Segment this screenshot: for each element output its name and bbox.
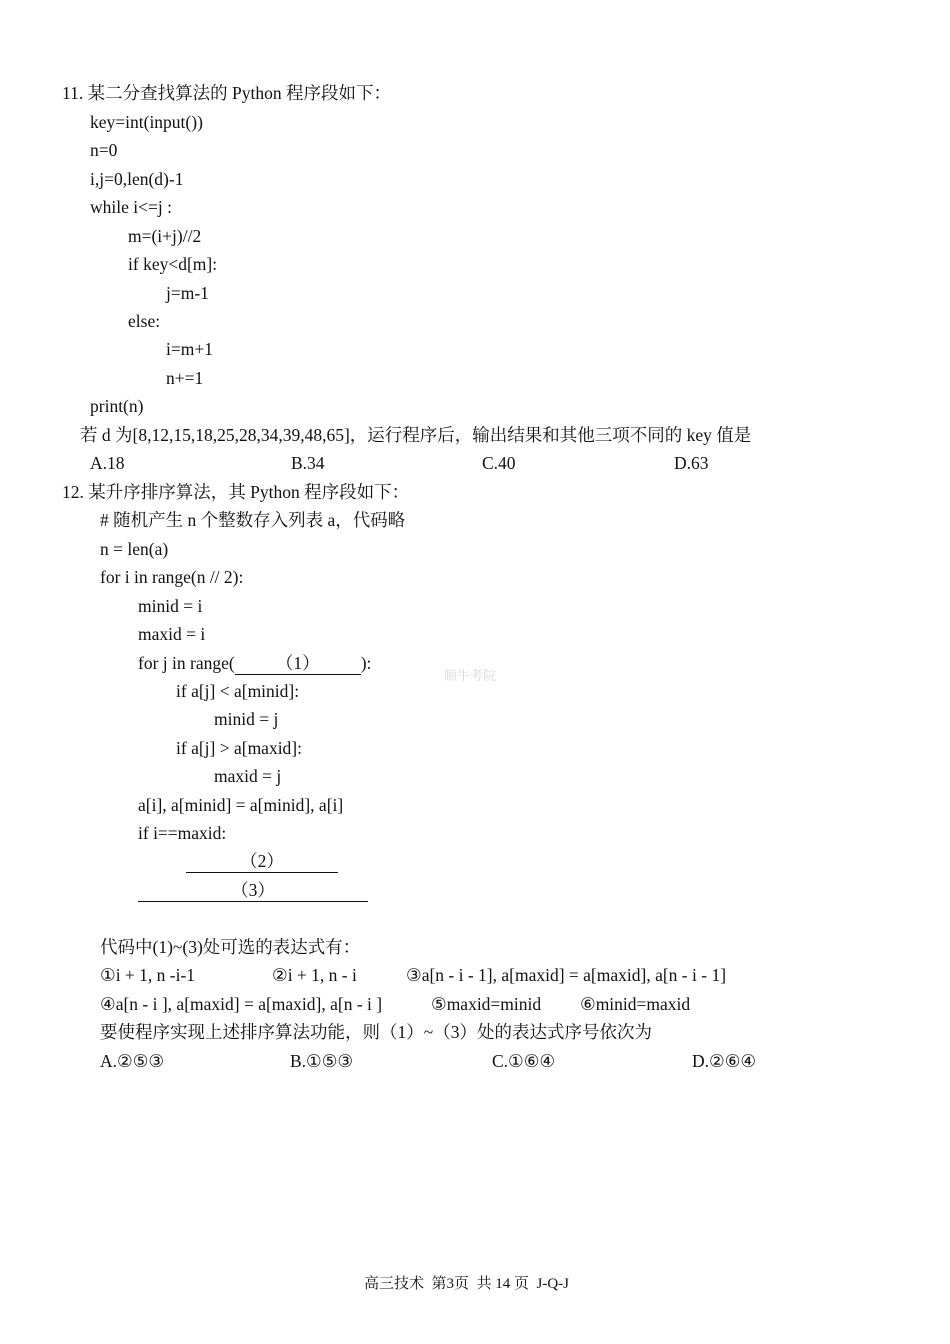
- q12-code-for-i: for i in range(n // 2):: [100, 567, 244, 587]
- for-j-suffix: ):: [360, 653, 372, 673]
- q11-question: 若 d 为[8,12,15,18,25,28,34,39,48,65]，运行程序后，输出结果和其他三项不同的 key 值是: [80, 425, 752, 445]
- q12-question: 要使程序实现上述排序算法功能，则（1）~（3）处的表达式序号依次为: [100, 1022, 652, 1042]
- q11-option-d: D.63: [674, 453, 709, 473]
- q12-code-minid-init: minid = i: [138, 596, 203, 616]
- q12-code-for-j: [138, 652, 371, 675]
- q12-title: 12. 某升序排序算法，其 Python 程序段如下：: [62, 482, 410, 502]
- q11-code-line-3: i,j=0,len(d)-1: [90, 169, 184, 189]
- q12-code-maxid-init: maxid = i: [138, 624, 206, 644]
- q12-option-c: C.①⑥④: [492, 1051, 556, 1071]
- q11-code-line-4: while i<=j :: [90, 197, 172, 217]
- q11-code-line-6: if key<d[m]:: [128, 254, 218, 274]
- q11-code-line-8: else:: [128, 311, 161, 331]
- q12-choice-6: ⑥minid=maxid: [580, 994, 691, 1014]
- q11-code-line-9: i=m+1: [166, 339, 213, 359]
- q12-choice-4: ④a[n - i ], a[maxid] = a[maxid], a[n - i ]: [100, 994, 383, 1014]
- q12-code-maxid-set: maxid = j: [214, 766, 282, 786]
- q11-option-c: C.40: [482, 453, 516, 473]
- q11-option-a: A.18: [90, 453, 125, 473]
- for-j-prefix: for j in range(: [138, 653, 235, 673]
- q11-option-b: B.34: [291, 453, 325, 473]
- q12-option-a: A.②⑤③: [100, 1051, 165, 1071]
- q12-choice-2: ②i + 1, n - i: [272, 965, 357, 985]
- watermark: 顺牛考院: [444, 668, 497, 683]
- q12-option-b: B.①⑤③: [290, 1051, 354, 1071]
- page-footer: 高三技术 第3页 共 14 页 J-Q-J: [364, 1276, 569, 1292]
- q12-blank-3-line: [138, 879, 368, 902]
- q12-code-line-n: n = len(a): [100, 539, 169, 559]
- q12-code-minid-set: minid = j: [214, 709, 279, 729]
- q11-code-line-11: print(n): [90, 396, 144, 416]
- q12-code-swap: a[i], a[minid] = a[minid], a[i]: [138, 795, 344, 815]
- q12-code-if-min: if a[j] < a[minid]:: [176, 681, 300, 701]
- q12-choice-1: ①i + 1, n -i-1: [100, 965, 196, 985]
- blank-3: （3）: [138, 879, 368, 902]
- q12-code-if-i-maxid: if i==maxid:: [138, 823, 227, 843]
- q12-code-comment: # 随机产生 n 个整数存入列表 a，代码略: [100, 510, 406, 530]
- q11-code-line-1: key=int(input()): [90, 112, 203, 132]
- q11-code-line-5: m=(i+j)//2: [128, 226, 202, 246]
- q12-choices-intro: 代码中(1)~(3)处可选的表达式有：: [100, 937, 361, 957]
- q12-choice-5: ⑤maxid=minid: [431, 994, 542, 1014]
- blank-2: （2）: [186, 850, 338, 873]
- q12-option-d: D.②⑥④: [692, 1051, 757, 1071]
- q11-code-line-10: n+=1: [166, 368, 204, 388]
- q11-title: 11. 某二分查找算法的 Python 程序段如下：: [62, 83, 391, 103]
- q12-blank-2-line: [186, 850, 338, 873]
- q11-code-line-7: j=m-1: [166, 283, 209, 303]
- q12-code-if-max: if a[j] > a[maxid]:: [176, 738, 302, 758]
- q12-choice-3: ③a[n - i - 1], a[maxid] = a[maxid], a[n - i - 1]: [406, 965, 727, 985]
- q11-code-line-2: n=0: [90, 140, 118, 160]
- blank-1: （1）: [235, 652, 361, 675]
